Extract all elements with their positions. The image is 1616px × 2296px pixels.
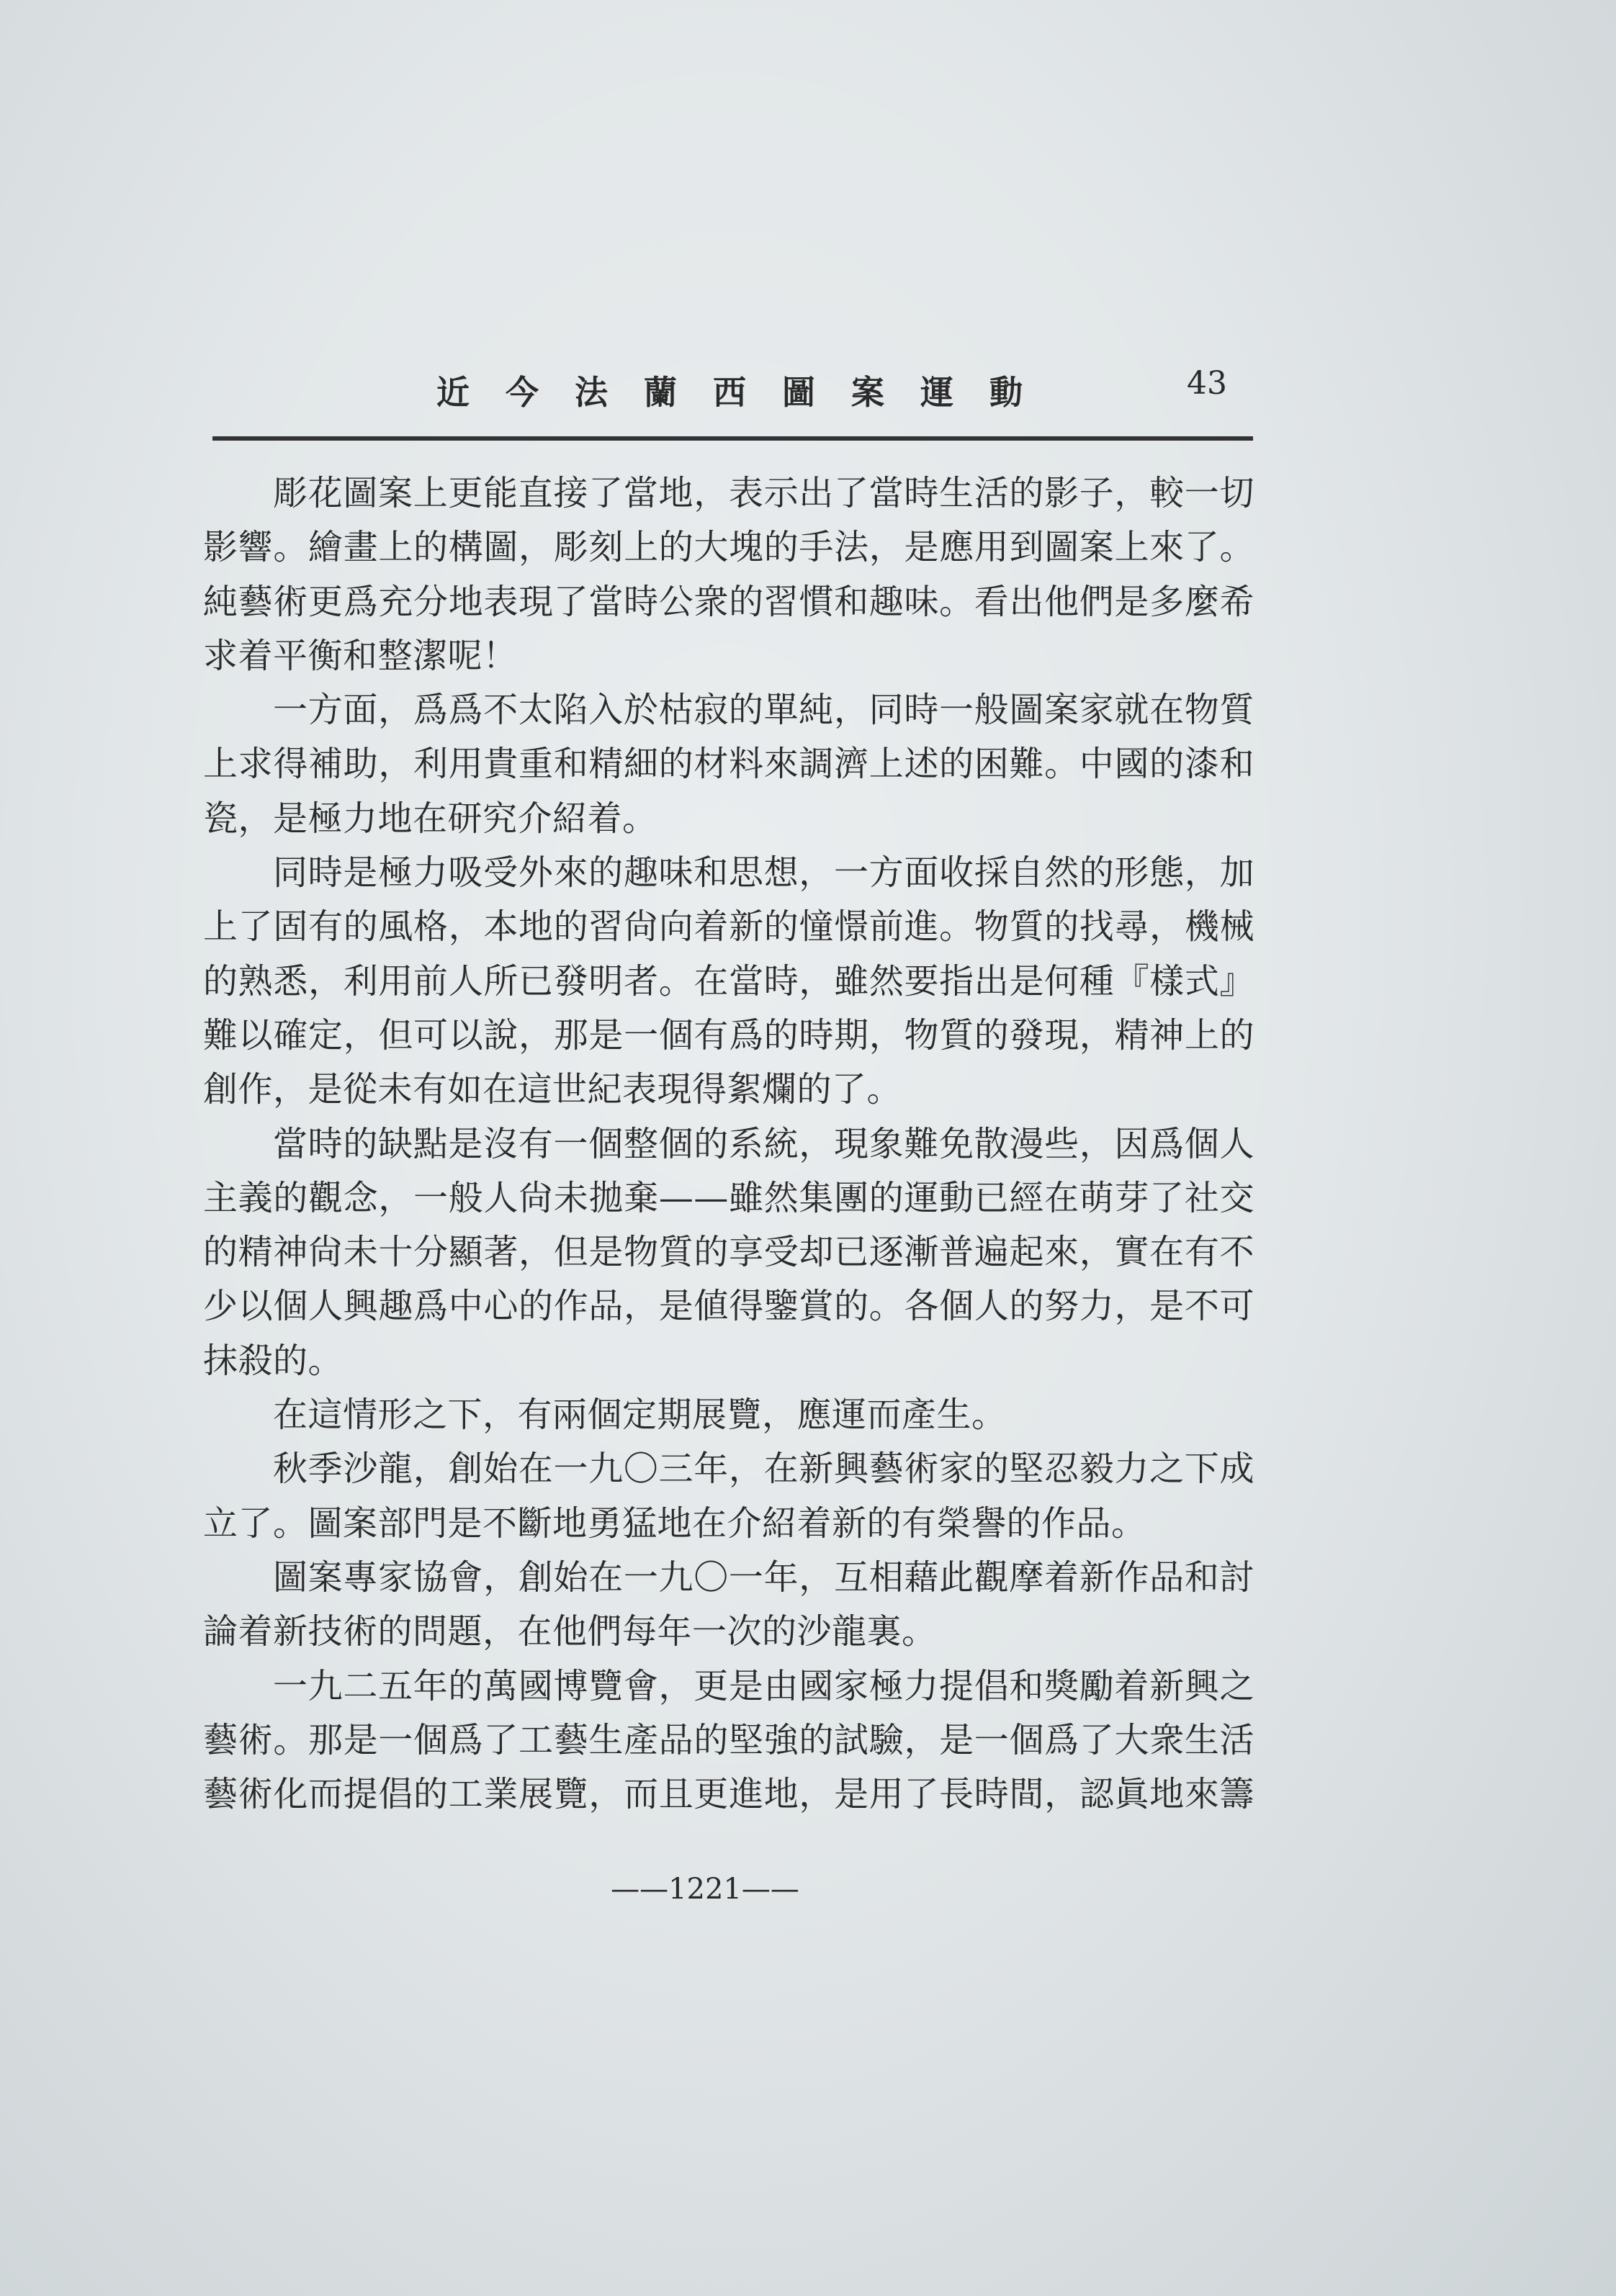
- text-line: 一方面，爲爲不太陷入於枯寂的單純，同時一般圖案家就在物質: [273, 690, 1254, 731]
- text-line: 當時的缺點是沒有一個整個的系統，現象難免散漫些，因爲個人: [273, 1123, 1254, 1164]
- text-line: 的熟悉，利用前人所已發明者。在當時，雖然要指出是何種『樣式』: [203, 960, 1254, 1001]
- text-line: 立了。圖案部門是不斷地勇猛地在介紹着新的有榮譽的作品。: [203, 1503, 1146, 1544]
- text-line: 秋季沙龍，創始在一九〇三年，在新興藝術家的堅忍毅力之下成: [273, 1449, 1254, 1490]
- text-line: 上了固有的風格，本地的習尙向着新的憧憬前進。物質的找尋，機械: [203, 906, 1254, 947]
- text-line: 求着平衡和整潔呢！: [203, 635, 518, 676]
- text-line: 影響。繪畫上的構圖，彫刻上的大塊的手法，是應用到圖案上來了。: [203, 527, 1254, 568]
- text-line: 藝術。那是一個爲了工藝生產品的堅強的試驗，是一個爲了大衆生活: [203, 1719, 1254, 1760]
- text-line: 主義的觀念，一般人尙未拋棄——雖然集團的運動已經在萌芽了社交: [203, 1177, 1254, 1218]
- paragraph: [203, 1660, 1254, 1822]
- header-rule: [212, 436, 1253, 441]
- paragraph: [203, 1117, 1254, 1388]
- text-line: 同時是極力吸受外來的趣味和思想，一方面收採自然的形態，加: [273, 852, 1254, 893]
- text-line: 抹殺的。: [203, 1340, 344, 1381]
- text-line: 圖案專家協會，創始在一九〇一年，互相藉此觀摩着新作品和討: [273, 1557, 1254, 1598]
- paragraph: [203, 1551, 1254, 1660]
- paragraph: [203, 846, 1254, 1117]
- paragraph: [203, 683, 1254, 846]
- paragraph: [203, 467, 1254, 683]
- text-line: 少以個人興趣爲中心的作品，是値得鑒賞的。各個人的努力，是不可: [203, 1286, 1254, 1327]
- text-line: 難以確定，但可以說，那是一個有爲的時期，物質的發現，精神上的: [203, 1014, 1254, 1055]
- page-number: 43: [1187, 365, 1227, 402]
- text-line: 瓷，是極力地在研究介紹着。: [203, 798, 657, 839]
- text-line: 在這情形之下，有兩個定期展覽，應運而產生。: [273, 1395, 1007, 1436]
- body-text: [203, 467, 1254, 1822]
- text-line: 純藝術更爲充分地表現了當時公衆的習慣和趣味。看出他們是多麼希: [203, 581, 1254, 622]
- text-line: 一九二五年的萬國博覽會，更是由國家極力提倡和獎勵着新興之: [273, 1665, 1254, 1706]
- running-head: 近今法蘭西圖案運動: [436, 373, 1059, 412]
- text-line: 論着新技術的問題，在他們每年一次的沙龍裏。: [203, 1611, 937, 1652]
- paragraph: [203, 1442, 1254, 1551]
- paragraph: [203, 1388, 1254, 1442]
- text-line: 上求得補助，利用貴重和精細的材料來調濟上述的困難。中國的漆和: [203, 744, 1254, 785]
- text-line: 的精神尙未十分顯著，但是物質的享受却已逐漸普遍起來，實在有不: [203, 1232, 1254, 1273]
- text-line: 創作，是從未有如在這世紀表現得絮爛的了。: [203, 1069, 902, 1110]
- text-line: 藝術化而提倡的工業展覽，而且更進地，是用了長時間，認眞地來籌: [203, 1774, 1254, 1815]
- footer-page-marker: ——1221——: [611, 1873, 799, 1906]
- text-line: 彫花圖案上更能直接了當地，表示出了當時生活的影子，較一切: [273, 473, 1254, 513]
